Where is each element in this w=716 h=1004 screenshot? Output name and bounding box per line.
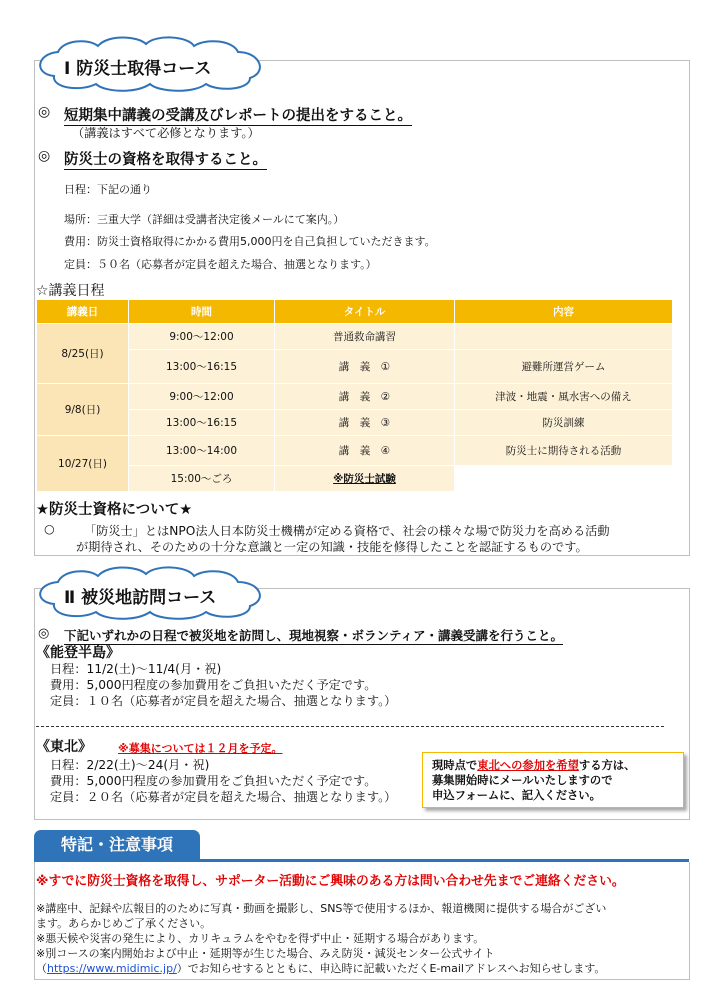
section2-requirement: 下記いずれかの日程で被災地を訪問し、現地視察・ボランティア・講義受講を行うこと。 (64, 628, 564, 643)
cell-date: 9/8(日) (37, 384, 129, 436)
tohoku-capacity: 定員：２０名（応募者が定員を超えた場合、抽選となります。） (50, 790, 397, 804)
dashed-divider (36, 726, 664, 727)
cell-title: 講 義 ② (275, 384, 455, 410)
schedule-table (36, 299, 673, 492)
cell-time: 9:00～12:00 (129, 384, 275, 410)
notes-line-3: ※悪天候や災害の発生により、カリキュラムをやむを得ず中止・延期する場合があります。 (36, 932, 485, 945)
notes-tab: 特記・注意事項 (34, 830, 200, 860)
double-circle-icon: ◎ (38, 626, 50, 641)
section1-title: Ⅰ 防災士取得コース (64, 59, 212, 79)
tohoku-notebox (422, 752, 684, 808)
notes-line-2: ます。あらかじめご了承ください。 (36, 917, 212, 930)
cell-content: 津波・地震・風水害への備え (455, 384, 673, 410)
notebox-line2: 募集開始時にメールいたしますので (432, 774, 613, 787)
header-content: 内容 (455, 300, 673, 324)
cell-title: 普通救命講習 (275, 324, 455, 350)
notes-line-5 (36, 960, 605, 976)
table-row (37, 350, 673, 384)
header-title: タイトル (275, 300, 455, 324)
notebox-highlight: 東北への参加を希望 (477, 759, 579, 772)
notes-line-4: ※別コースの案内開始および中止・延期等が生じた場合、みえ防災・減災センター公式サイト (36, 947, 495, 960)
schedule-heading: ☆講義日程 (36, 283, 105, 299)
table-row (37, 410, 673, 436)
notebox-line3: 申込フォームに、記入ください。 (432, 789, 601, 802)
table-row (37, 466, 673, 492)
cell-content (455, 466, 673, 492)
cell-title: 講 義 ④ (275, 436, 455, 466)
detail-venue: 場所：三重大学（詳細は受講者決定後メールにて案内。） (64, 213, 345, 226)
requirement-1: 短期集中講義の受講及びレポートの提出をすること。 (64, 108, 412, 124)
notes-red-line: ※すでに防災士資格を取得し、サポーター活動にご興味のある方は問い合わせ先までご連絡ください。 (36, 874, 625, 889)
tohoku-cost: 費用：5,000円程度の参加費用をご負担いただく予定です。 (50, 774, 377, 788)
tohoku-notice: ※募集については１２月を予定。 (118, 742, 283, 755)
noto-capacity: 定員：１０名（応募者が定員を超えた場合、抽選となります。） (50, 694, 397, 708)
circle-icon: ○ (44, 522, 55, 536)
noto-cost: 費用：5,000円程度の参加費用をご負担いただく予定です。 (50, 678, 377, 692)
notes-line-1: ※講座中、記録や広報目的のために写真・動画を撮影し、SNS等で使用するほか、報道機関に提供する場合がござい (36, 902, 607, 915)
cell-time: 15:00～ごろ (129, 466, 275, 492)
section2-title: Ⅱ 被災地訪問コース (64, 588, 217, 608)
cell-date: 10/27(日) (37, 436, 129, 492)
notebox-pre: 現時点で (432, 759, 478, 772)
cell-content (455, 324, 673, 350)
cell-time: 9:00～12:00 (129, 324, 275, 350)
cell-date: 8/25(日) (37, 324, 129, 384)
double-circle-icon: ◎ (38, 148, 51, 164)
requirement-2: 防災士の資格を取得すること。 (64, 152, 267, 168)
double-circle-icon: ◎ (38, 104, 51, 120)
notes-line-5-post: ）でお知らせするとともに、申込時に記載いただくE-mailアドレスへお知らせします。 (176, 962, 606, 975)
table-row (37, 436, 673, 466)
cell-content: 防災士に期待される活動 (455, 436, 673, 466)
tohoku-schedule: 日程：2/22(土)～24(月・祝) (50, 758, 210, 772)
cell-content: 避難所運営ゲーム (455, 350, 673, 384)
tohoku-heading: 《東北》 (36, 739, 92, 755)
cloud-shape (28, 564, 278, 620)
detail-cost: 費用：防災士資格取得にかかる費用5,000円を自己負担していただきます。 (64, 235, 436, 248)
about-text-2: が期待され、そのための十分な意識と一定の知識・技能を修得したことを認証するものです。 (76, 540, 588, 554)
detail-schedule: 日程：下記の通り (64, 183, 152, 196)
detail-capacity: 定員：５０名（応募者が定員を超えた場合、抽選となります。） (64, 258, 377, 271)
website-link[interactable]: https://www.midimic.jp/ (47, 962, 177, 975)
header-date: 講義日 (37, 300, 129, 324)
table-row (37, 384, 673, 410)
about-text-1: 「防災士」とはNPO法人日本防災士機構が定める資格で、社会の様々な場で防災力を高める活動 (84, 524, 610, 538)
cell-title: ※防災士試験 (275, 466, 455, 492)
notes-line-5-pre: （ (36, 962, 47, 975)
cell-time: 13:00～16:15 (129, 350, 275, 384)
noto-schedule: 日程：11/2(土)～11/4(月・祝) (50, 662, 222, 676)
cloud-shape (28, 32, 278, 92)
requirement-1-note: （講義はすべて必修となります。） (72, 126, 260, 140)
noto-heading: 《能登半島》 (36, 645, 120, 661)
table-header-row (37, 300, 673, 324)
about-heading: ★防災士資格について★ (36, 502, 193, 518)
header-time: 時間 (129, 300, 275, 324)
cell-content: 防災訓練 (455, 410, 673, 436)
cell-time: 13:00～16:15 (129, 410, 275, 436)
cell-time: 13:00～14:00 (129, 436, 275, 466)
notebox-post: する方は、 (578, 759, 636, 772)
table-row (37, 324, 673, 350)
cell-title: 講 義 ① (275, 350, 455, 384)
cell-title: 講 義 ③ (275, 410, 455, 436)
